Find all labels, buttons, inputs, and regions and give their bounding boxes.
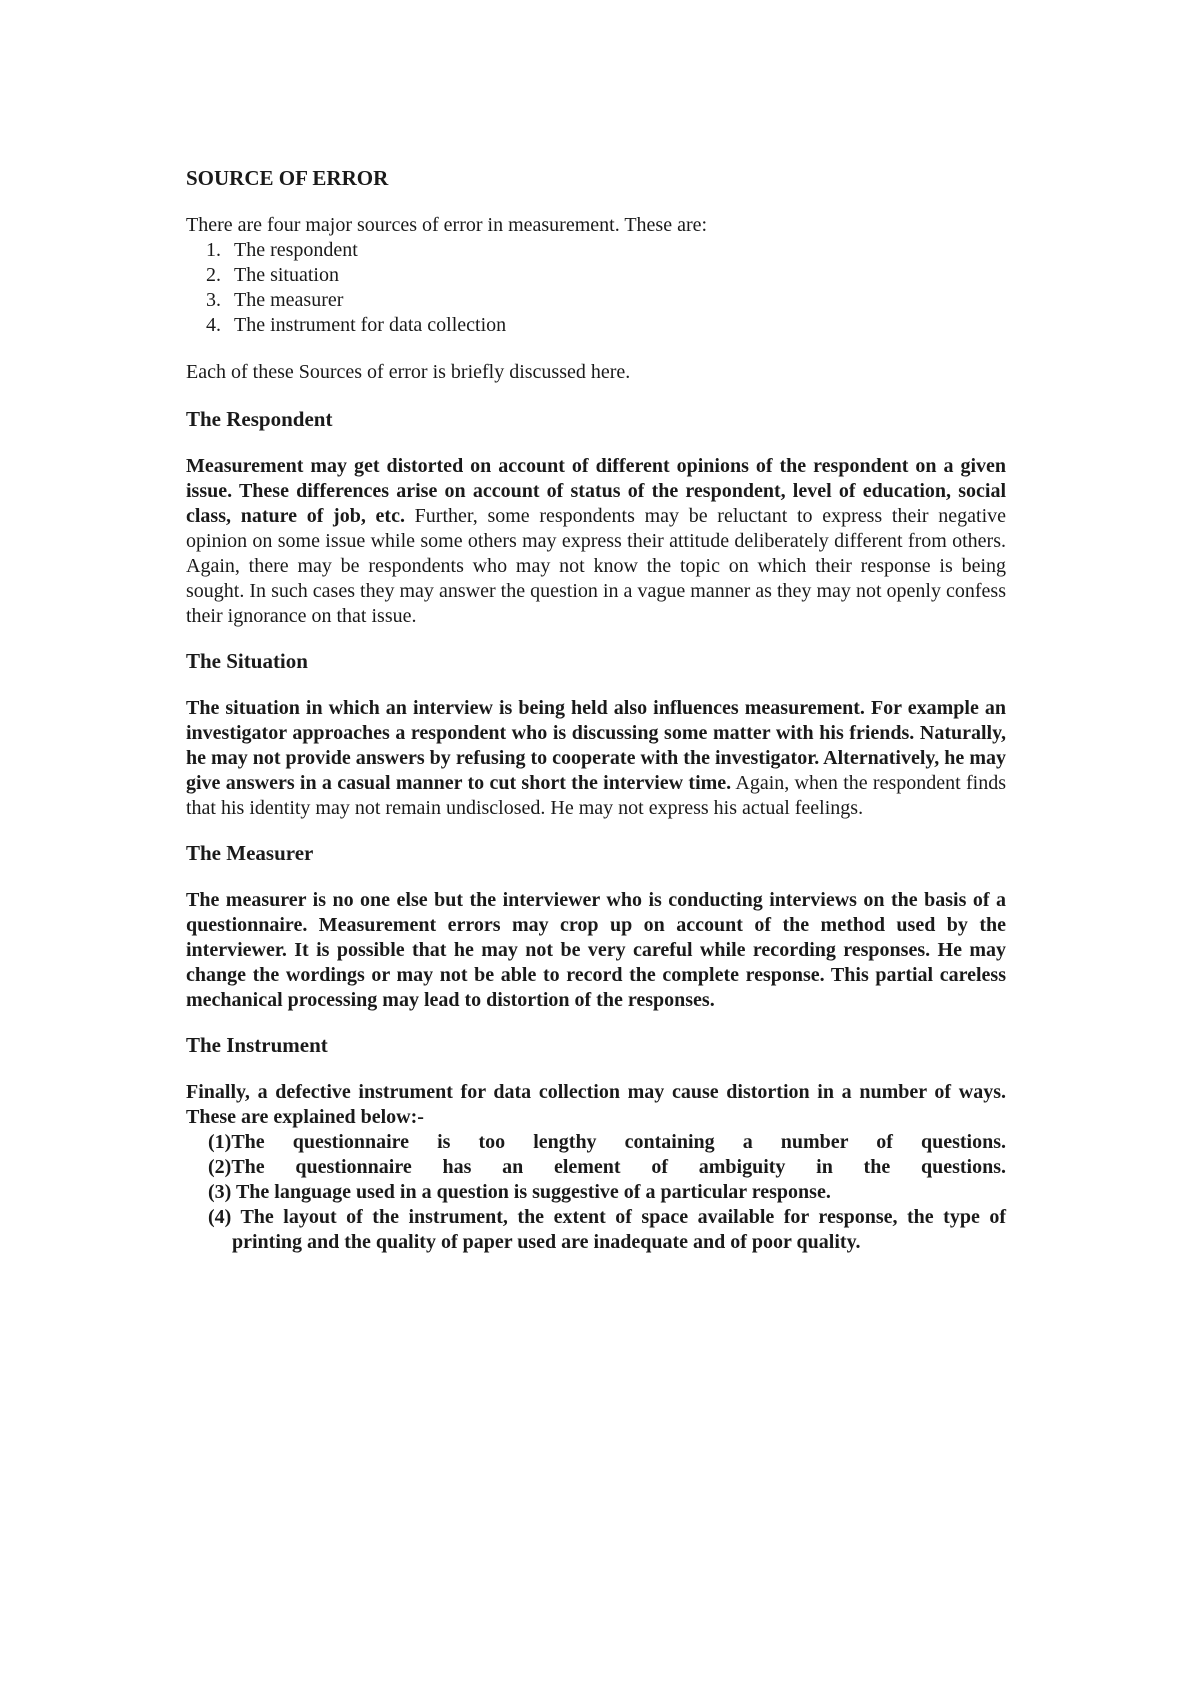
list-item-number: 1. xyxy=(206,239,221,261)
list-item-text: The instrument for data collection xyxy=(234,314,507,336)
page-title: SOURCE OF ERROR xyxy=(186,166,389,190)
instrument-heading: The Instrument xyxy=(186,1033,328,1057)
situation-paragraph xyxy=(186,696,1006,821)
list-item xyxy=(206,263,1006,288)
intro-text: There are four major sources of error in measurement. These are: xyxy=(186,214,708,236)
respondent-normal-text: Further, some respondents may be reluctant to express their negative opinion on some issue while some others may express their attitude deliberately different from others. Again, there may be respondents who may not know the topic on which their response is being sought. In such cases they may answer the question in a vague manner as they may not openly confess their ignorance on that issue. xyxy=(186,505,1006,627)
list-item: (2)The questionnaire has an element of ambiguity in the questions. xyxy=(208,1156,1006,1178)
defects-list xyxy=(186,1130,1006,1255)
list-item: (3) The language used in a question is suggestive of a particular response. xyxy=(208,1181,831,1203)
list-item-number: 2. xyxy=(206,264,221,286)
transition-text: Each of these Sources of error is briefly discussed here. xyxy=(186,361,631,383)
respondent-heading: The Respondent xyxy=(186,407,333,431)
sources-list xyxy=(186,238,1006,338)
list-item: (1)The questionnaire is too lengthy containing a number of questions. xyxy=(208,1131,1006,1153)
measurer-heading: The Measurer xyxy=(186,841,314,865)
list-item: (4) The layout of the instrument, the extent of space available for response, the type of printing and the quality of paper used are inadequate and of poor quality. xyxy=(208,1206,1006,1253)
measurer-paragraph: The measurer is no one else but the interviewer who is conducting interviews on the basis of a questionnaire. Measurement errors may crop up on account of the method used by the interviewer. It is possible that he may not be very careful while recording responses. He may change the wordings or may not be able to record the complete response. This partial careless mechanical processing may lead to distortion of the responses. xyxy=(186,889,1006,1011)
document-page xyxy=(186,166,1006,1255)
list-item-text: The situation xyxy=(234,264,339,286)
respondent-bold-text: Measurement may get distorted on account of different opinions of the respondent on a given issue. These differences arise on account of status of the respondent, level of education, social class, nature of job, etc. xyxy=(186,455,1006,527)
situation-bold-text: The situation in which an interview is being held also influences measurement. For example an investigator approaches a respondent who is discussing some matter with his friends. Naturally, he may not provide answers by refusing to cooperate with the investigator. Alternatively, he may give answers in a casual manner to cut short the interview time. xyxy=(186,697,1006,794)
list-item-text: The measurer xyxy=(234,289,344,311)
list-item xyxy=(206,238,1006,263)
list-item xyxy=(206,313,1006,338)
list-item xyxy=(206,288,1006,313)
situation-normal-text: Again, when the respondent finds that his identity may not remain undisclosed. He may not express his actual feelings. xyxy=(186,772,1006,819)
respondent-paragraph xyxy=(186,454,1006,629)
instrument-paragraph: Finally, a defective instrument for data collection may cause distortion in a number of ways. These are explained below:- xyxy=(186,1081,1006,1128)
situation-heading: The Situation xyxy=(186,649,308,673)
list-item-number: 4. xyxy=(206,314,221,336)
list-item-number: 3. xyxy=(206,289,221,311)
list-item-text: The respondent xyxy=(234,239,358,261)
